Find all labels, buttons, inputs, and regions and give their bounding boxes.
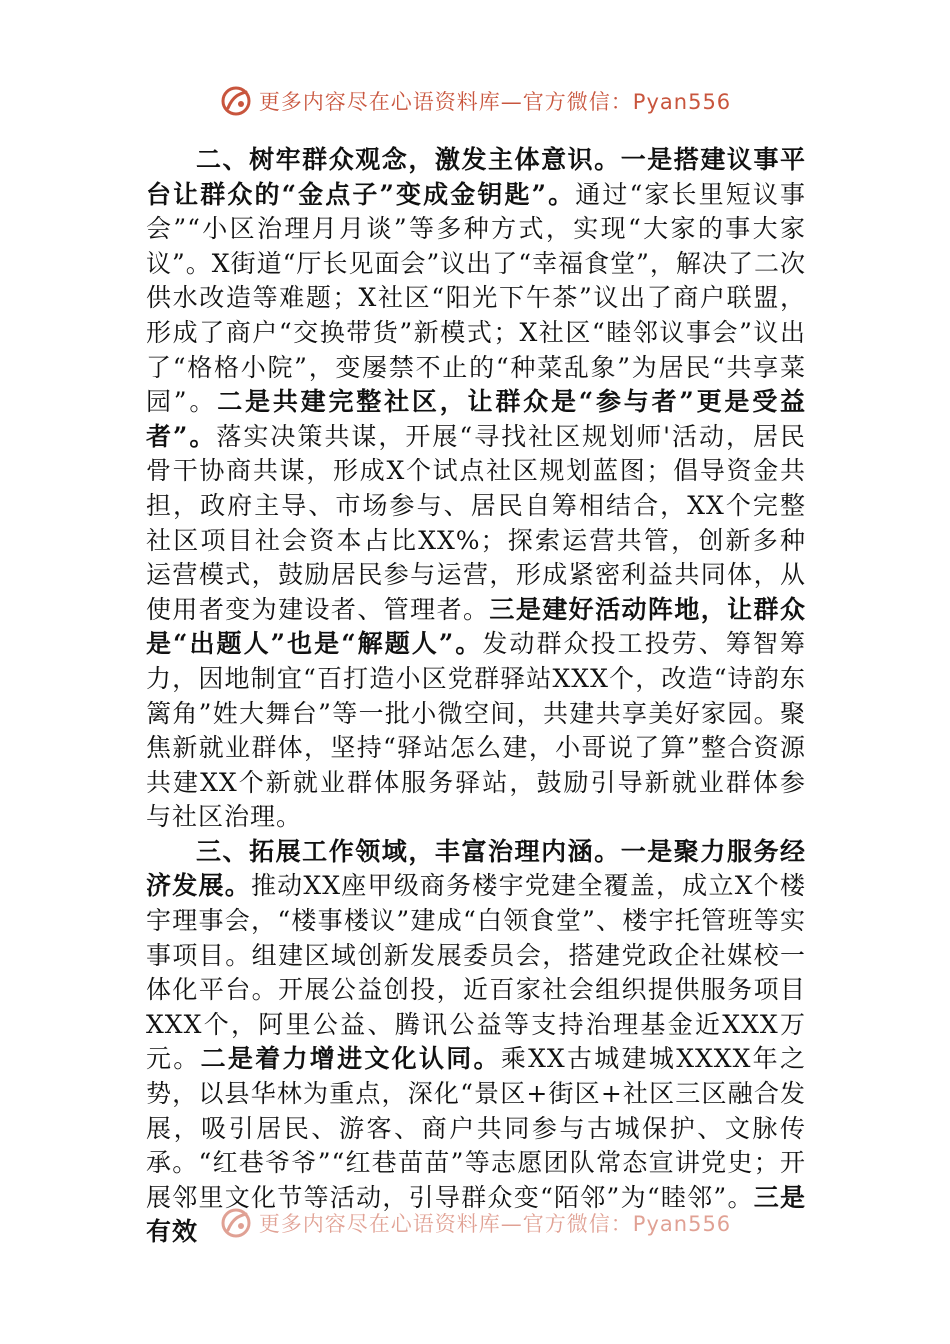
watermark-header [0, 84, 950, 118]
document-body [146, 143, 806, 1250]
watermark-text: 更多内容尽在心语资料库—官方微信：Pyan556 [258, 1212, 732, 1236]
watermark-footer [0, 1206, 950, 1240]
section-heading: 三、拓展工作领域，丰富治理内涵。 [196, 836, 621, 866]
body-text: 发动群众投工投劳、筹智筹力，因地制宜“百打造小区党群驿站XXX个，改造“诗韵东篱角”姓大舞台”等一批小微空间，共建共享美好家园。聚焦新就业群体，坚持“驿站怎么建，小哥说了算”整合资源共建XX个新就业群体服务驿站，鼓励引导新就业群体参与社区治理。 [146, 629, 806, 832]
point-heading: 一是搭建议事平台让群众的“金点子”变成金钥匙”。 [146, 145, 806, 209]
point-heading: 二是共建完整社区，让群众是“参与者”更是受益者”。 [146, 387, 807, 451]
body-text: 乘XX古城建城XXXX年之势，以县华林为重点，深化“景区+街区+社区三区融合发展，吸引居民、游客、商户共同参与古城保护、文脉传承。“红巷爷爷”“红巷苗苗”等志愿团队常态宣讲党史；开展邻里文化节等活动，引导群众变“陌邻”为“睦邻”。 [146, 1044, 806, 1212]
body-text: 落实决策共谋，开展“寻找社区规划师'活动，居民骨干协商共谋，形成X个试点社区规划蓝图；倡导资金共担，政府主导、市场参与、居民自筹相结合，XX个完整社区项目社会资本占比XX%；探索运营共管，创新多种运营模式，鼓励居民参与运营，形成紧密利益共同体，从使用者变为建设者、管理者。 [146, 421, 806, 624]
point-heading: 三是建好活动阵地，让群众是“出题人”也是“解题人”。 [146, 594, 806, 659]
point-heading: 三是有效 [146, 1182, 806, 1247]
point-heading: 二是着力增进文化认同。 [200, 1044, 501, 1074]
section-heading: 二、树牢群众观念，激发主体意识。 [196, 145, 621, 174]
brush-seal-icon [219, 1206, 253, 1240]
brush-seal-icon [219, 84, 253, 118]
point-heading: 一是聚力服务经济发展。 [146, 836, 806, 901]
watermark-text: 更多内容尽在心语资料库—官方微信：Pyan556 [258, 90, 732, 114]
body-text: 推动XX座甲级商务楼宇党建全覆盖，成立X个楼宇理事会，“楼事楼议”建成“白领食堂”、楼宇托管班等实事项目。组建区域创新发展委员会，搭建党政企社媒校一体化平台。开展公益创投，近百家社会组织提供服务项目XXX个，阿里公益、腾讯公益等支持治理基金近XXX万元。 [146, 871, 806, 1074]
paragraph [146, 835, 806, 1250]
body-text: 通过“家长里短议事会”“小区治理月月谈”等多种方式，实现“大家的事大家议”。X街道“厅长见面会”议出了“幸福食堂”，解决了二次供水改造等难题；X社区“阳光下午茶”议出了商户联盟，形成了商户“交换带货”新模式；X社区“睦邻议事会”议出了“格格小院”，变屡禁不止的“种菜乱象”为居民“共享菜园”。 [146, 179, 806, 417]
paragraph [146, 143, 806, 835]
